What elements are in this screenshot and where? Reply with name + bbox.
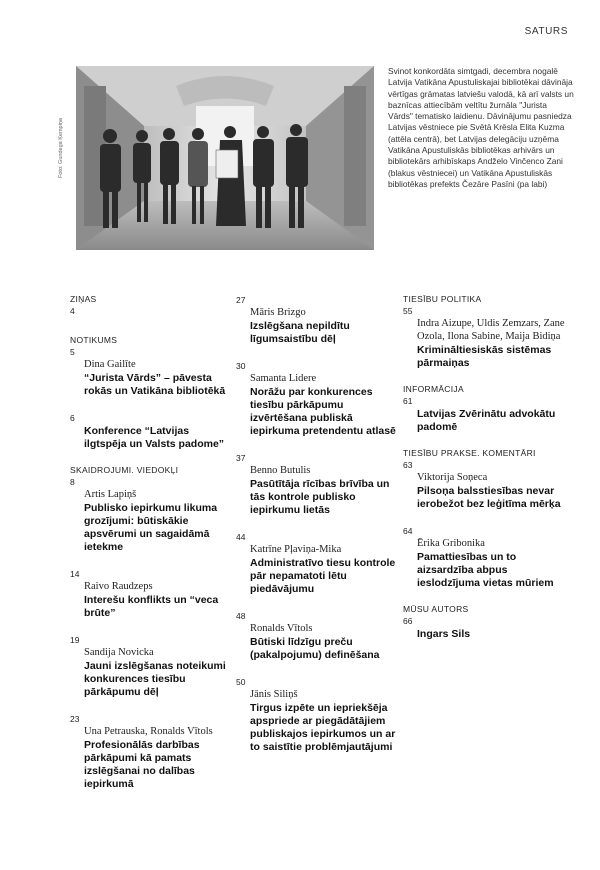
- toc-entry[interactable]: [403, 615, 565, 641]
- toc-entry[interactable]: [403, 525, 565, 590]
- entry-title[interactable]: Pilsoņa balsstiesības nevar ierobežot bez leģitīma mērķa: [417, 485, 561, 510]
- entry-author: Una Petrauska, Ronalds Vītols: [84, 726, 213, 737]
- toc-entry[interactable]: [236, 360, 398, 438]
- page-number: 66: [403, 616, 413, 626]
- entry-author: Dina Gailīte: [84, 359, 136, 370]
- entry-author: Indra Aizupe, Uldis Zemzars, Zane Ozola, Ilona Sabine, Maija Bidiņa: [417, 318, 565, 342]
- photo-credit: Foto: Gundega Ķempiņa: [58, 118, 64, 178]
- toc-entry[interactable]: [403, 305, 565, 370]
- page-number: 23: [70, 714, 80, 724]
- page-number: 30: [236, 361, 246, 371]
- entry-title[interactable]: Jauni izslēgšanas noteikumi konkurences tiesību pārkāpumu dēļ: [84, 660, 226, 698]
- page-number: 48: [236, 611, 246, 621]
- entry-author: Benno Butulis: [250, 465, 311, 476]
- toc-column-2: [236, 294, 398, 768]
- page-number: 14: [70, 569, 80, 579]
- section-label-notikums: NOTIKUMS: [70, 335, 118, 345]
- entry-title[interactable]: Būtiski līdzīgu preču (pakalpojumu) definēšana: [250, 636, 380, 661]
- toc-column-3: [403, 294, 565, 655]
- entry-author: Samanta Lidere: [250, 373, 317, 384]
- photo-caption: Svinot konkordāta simtgadi, decembra nogalē Latvija Vatikāna Apustuliskajai bibliotēkai dāvināja vērtīgas grāmatas latviešu valodā, kā arī valsts un baznīcas attiecībām veltītu žurnāla "Jurista Vārds" tematisko laidienu. Dāvinājumu pasniedza Latvijas vēstniece pie Svētā Krēsla Elita Kuzma (attēla centrā), bet Latvijas delegāciju uzņēma Vatikāna Apustuliskās bibliotēkas arhivārs un bibliotekārs arhibīskaps Andželo Vinčenco Zani (blakus vēstniecei) un Vatikāna Apustuliskās bibliotēkas prefekts Čezāre Pasīni (pa labi): [388, 66, 574, 189]
- entry-author: Jānis Siliņš: [250, 689, 298, 700]
- section-label-musu-autors: MŪSU AUTORS: [403, 604, 469, 614]
- section-label-skaidrojumi: SKAIDROJUMI. VIEDOKĻI: [70, 465, 179, 475]
- entry-title[interactable]: Administratīvo tiesu kontrole pār nepamatoti lētu piedāvājumu: [250, 557, 396, 595]
- page-number: 44: [236, 532, 246, 542]
- toc-entry[interactable]: [236, 452, 398, 517]
- section-label-informacija: INFORMĀCIJA: [403, 384, 464, 394]
- entry-author: Ronalds Vītols: [250, 623, 313, 634]
- group-photo-illustration: [76, 66, 374, 250]
- entry-title[interactable]: Krimināltiesiskās sistēmas pārmaiņas: [417, 344, 552, 369]
- entry-title[interactable]: Konference “Latvijas ilgtspēja un Valsts padome”: [84, 425, 225, 450]
- entry-title[interactable]: Pamattiesības un to aizsardzība abpus ieslodzījuma vietas mūriem: [417, 551, 554, 589]
- page-number: 8: [70, 477, 75, 487]
- section-label-tiesibu-prakse: TIESĪBU PRAKSE. KOMENTĀRI: [403, 448, 536, 458]
- entry-author: Raivo Raudzeps: [84, 581, 153, 592]
- section-header: SATURS: [524, 26, 568, 37]
- page-number: 4: [70, 306, 75, 316]
- entry-title[interactable]: Publisko iepirkumu likuma grozījumi: būtiskākie apsvērumi un sagaidāmā ietekme: [84, 502, 218, 553]
- section-label-zinas: ZIŅAS: [70, 294, 97, 304]
- entry-title[interactable]: Profesionālās darbības pārkāpumi kā pamats izslēgšanai no dalības iepirkumā: [84, 739, 200, 790]
- section-label-tiesibu-politika: TIESĪBU POLITIKA: [403, 294, 482, 304]
- toc-entry[interactable]: [70, 634, 232, 699]
- entry-title[interactable]: “Jurista Vārds” – pāvesta rokās un Vatikāna bibliotēkā: [84, 372, 226, 397]
- page-number: 27: [236, 295, 246, 305]
- entry-title[interactable]: Izslēgšana nepildītu līgumsaistību dēļ: [250, 320, 350, 345]
- toc-entry[interactable]: [403, 395, 565, 434]
- entry-title[interactable]: Norāžu par konkurences tiesību pārkāpumu izvērtēšana publiskā iepirkuma pretendentu atlasē: [250, 386, 396, 437]
- entry-title[interactable]: Ingars Sils: [417, 628, 471, 640]
- page-number: 5: [70, 347, 75, 357]
- toc-entry[interactable]: [236, 610, 398, 662]
- toc-entry[interactable]: [70, 568, 232, 620]
- entry-author: Ērika Gribonika: [417, 538, 485, 549]
- toc-entry[interactable]: [236, 531, 398, 596]
- toc-entry[interactable]: [70, 412, 232, 451]
- entry-title[interactable]: Interešu konflikts un “veca brūte”: [84, 594, 219, 619]
- entry-author: Katrīne Pļaviņa-Mika: [250, 544, 342, 555]
- toc-entry[interactable]: [70, 713, 232, 791]
- entry-title[interactable]: Tirgus izpēte un iepriekšēja apspriede ar piegādātājiem publiskajos iepirkumos un ar to saistītie problēmjautājumi: [250, 702, 396, 753]
- page-number: 64: [403, 526, 413, 536]
- page-number: 37: [236, 453, 246, 463]
- toc-entry[interactable]: [236, 676, 398, 754]
- page-number: 63: [403, 460, 413, 470]
- page-number: 19: [70, 635, 80, 645]
- toc-entry[interactable]: [70, 346, 232, 398]
- page-number: 50: [236, 677, 246, 687]
- group-photo: [76, 66, 374, 250]
- entry-author: Viktorija Soņeca: [417, 472, 488, 483]
- page-number: 6: [70, 413, 75, 423]
- toc-entry[interactable]: [403, 459, 565, 511]
- entry-author: Artis Lapiņš: [84, 489, 137, 500]
- entry-title[interactable]: Pasūtītāja rīcības brīvība un tās kontrole publisko iepirkumu lietās: [250, 478, 390, 516]
- entry-title[interactable]: Latvijas Zvērinātu advokātu padomē: [417, 408, 556, 433]
- page-number: 55: [403, 306, 413, 316]
- page-number: 61: [403, 396, 413, 406]
- toc-column-1: [70, 294, 232, 805]
- entry-author: Sandija Novicka: [84, 647, 154, 658]
- toc-entry[interactable]: [70, 476, 232, 554]
- entry-author: Māris Brizgo: [250, 307, 306, 318]
- toc-entry[interactable]: [236, 294, 398, 346]
